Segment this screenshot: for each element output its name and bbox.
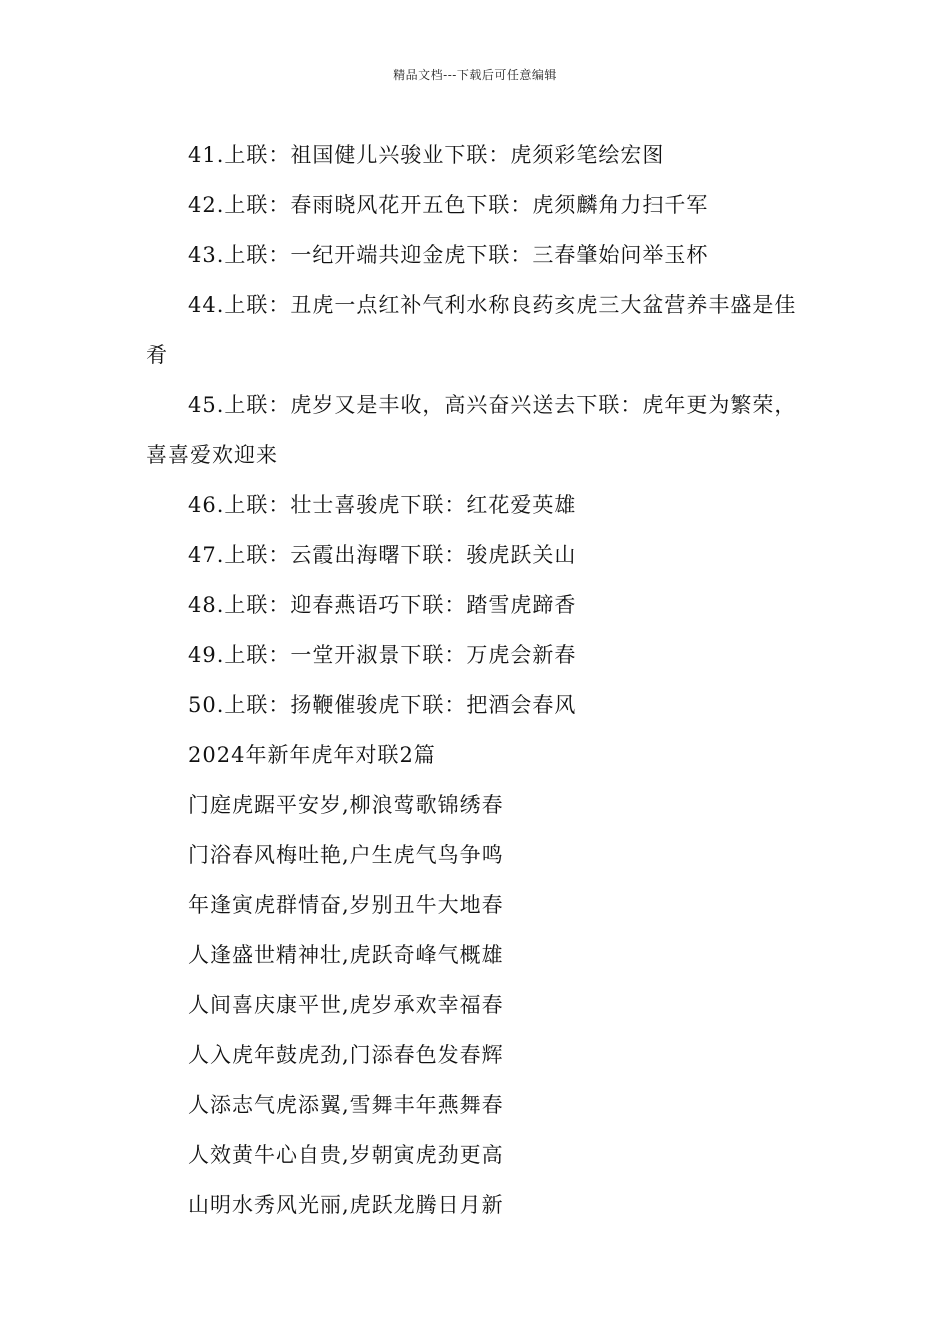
couplet-line: 人入虎年鼓虎劲,门添春色发春辉 [188,1043,504,1067]
couplet-50: 50.上联：扬鞭催骏虎下联：把酒会春风 [188,693,577,717]
document-body [146,130,816,1230]
couplet-line: 年逢寅虎群情奋,岁别丑牛大地春 [188,893,504,917]
couplet-line: 山明水秀风光丽,虎跃龙腾日月新 [188,1193,504,1217]
couplet-42: 42.上联：春雨晓风花开五色下联：虎须麟角力扫千军 [188,193,709,217]
couplet-line: 人间喜庆康平世,虎岁承欢幸福春 [188,993,504,1017]
couplet-45: 45.上联：虎岁又是丰收，高兴奋兴送去下联：虎年更为繁荣，喜喜爱欢迎来 [146,393,797,467]
couplet-line: 人添志气虎添翼,雪舞丰年燕舞春 [188,1093,504,1117]
couplet-44: 44.上联：丑虎一点红补气利水称良药亥虎三大盆营养丰盛是佳肴 [146,293,797,367]
section-title: 2024年新年虎年对联2篇 [188,743,436,767]
couplet-line: 门庭虎踞平安岁,柳浪莺歌锦绣春 [188,793,504,817]
couplet-line: 人效黄牛心自贵,岁朝寅虎劲更高 [188,1143,504,1167]
couplet-41: 41.上联：祖国健儿兴骏业下联：虎须彩笔绘宏图 [188,143,665,167]
couplet-47: 47.上联：云霞出海曙下联：骏虎跃关山 [188,543,577,567]
couplet-43: 43.上联：一纪开端共迎金虎下联：三春肇始问举玉杯 [188,243,709,267]
couplet-line: 人逢盛世精神壮,虎跃奇峰气概雄 [188,943,504,967]
page-header: 精品文档---下载后可任意编辑 [393,68,557,82]
couplet-48: 48.上联：迎春燕语巧下联：踏雪虎蹄香 [188,593,577,617]
couplet-line: 门浴春风梅吐艳,户生虎气鸟争鸣 [188,843,504,867]
couplet-46: 46.上联：壮士喜骏虎下联：红花爱英雄 [188,493,577,517]
couplet-49: 49.上联：一堂开淑景下联：万虎会新春 [188,643,577,667]
